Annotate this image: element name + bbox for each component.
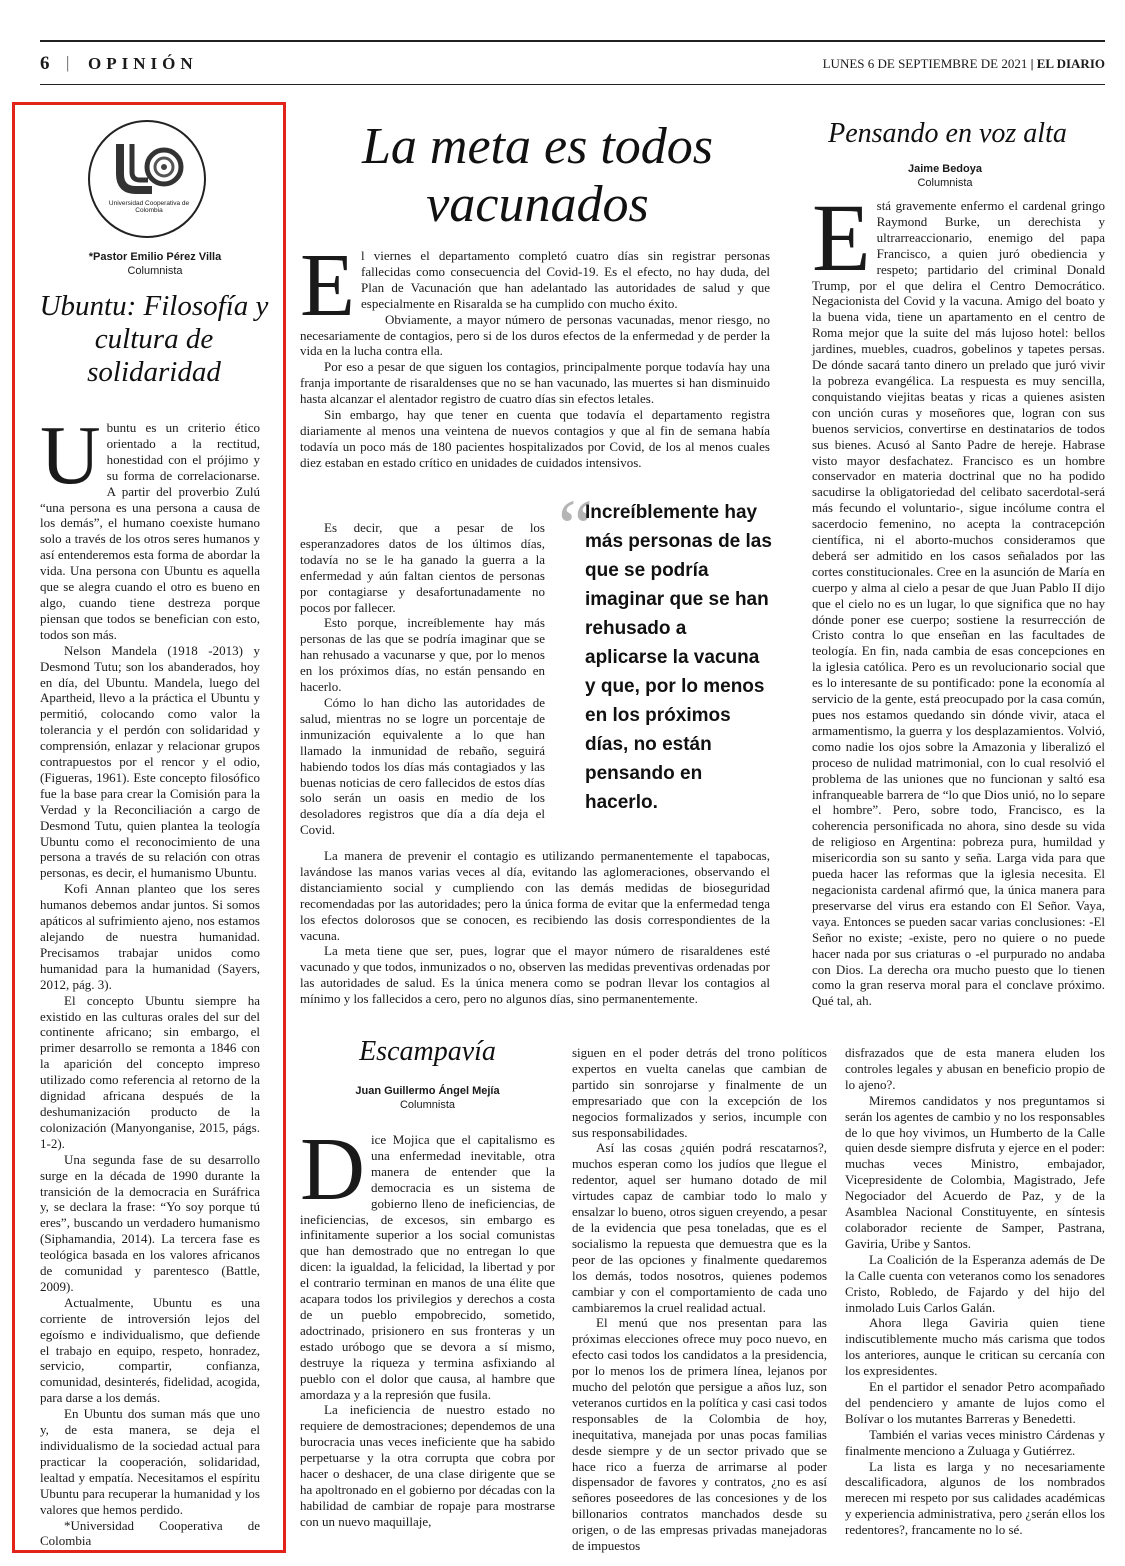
universidad-cooperativa-logo-icon [90,122,204,236]
paragraph: Kofi Annan planteo que los seres humanos debemos andar juntos. Si somos apáticos al sufrimiento ajeno, nos estamos alejando de nuestra humanidad. Precisamos trabajar unidos como humanidad para la humanidad (Sayers, 2012, pág. 3). [40,881,260,992]
paragraph: En Ubuntu dos suman más que uno y, de esta manera, se deja el individualismo de la sociedad actual para practicar la cooperación, solidaridad, lealtad y empatía. Necesitamos el espíritu Ubuntu para recuperar la humanidad y los valores que hemos perdido. [40,1406,260,1517]
paragraph: La ineficiencia de nuestro estado no requiere de demostraciones; dependemos de una burocracia unas veces ineficiente que ha sabido perpetuarse y la otra corrupta que cobra por hacer o deshacer, de una clase dirigente que se ha apoltronado en el gobierno por décadas con la habilidad de cambiar de ropaje para mostrarse con un nuevo maquillaje, [300,1402,555,1529]
dropcap: E [812,184,871,291]
editorial-title: La meta es todos vacunados [362,118,713,233]
bottom-article-title: Escampavía [359,1036,496,1067]
paragraph: En el partidor el senador Petro acompañado del pendenciero y amante de lujos como el Bolívar o los mutantes Barreras y Benedetti. [845,1379,1105,1426]
paragraph: disfrazados que de esta manera eluden los controles legales y abusan en beneficio propio de lo ajeno?. [845,1045,1105,1092]
right-author: Jaime Bedoya [908,163,982,175]
paragraph: También el varias veces ministro Cárdenas y finalmente menciono a Zuluaga y Gutiérrez. [845,1426,1105,1458]
university-logo [88,120,206,238]
paragraph: *Universidad Cooperativa de Colombia [40,1517,260,1549]
dropcap: U [40,409,101,502]
paragraph: Está gravemente enfermo el cardenal gringo Raymond Burke, un derechista y ultrarreaccionario, enemigo del papa Francisco, a quien juró obediencia y respeto; partidario del criminal Donald Trump, por el que delira el Centro Democrático. Negacionista del Covid y la vacuna. Amigo del boato y la buena vida, tiene un apartamento en el centro de Roma mejor que la suite del más lujoso hotel: bellos jardines, muebles, cuadros, gobelinos y tapetes persas. De dónde sacará tanto dinero un prelado que juró vivir la pobreza evangélica. La respuesta es muy sencilla, conquistando viejitas beatas y ricas a quienes asisten con unción curas y moseñores que, logran con sus buenos servicios, convertirse en destinatarios de todos sus bienes. Acusó al Santo Padre de hereje. Habrase visto mayor desfachatez. Francisco es un hombre conservador en materia doctrinal que no ha podido sacudirse la obligatoriedad del celibato sacerdotal-será más fecundo el voluntario-, sigue incólume contra el sacerdocio femenino, no acepta la contracepción científica, ni el aborto-muchos consideramos que deberá ser admitido en los casos señalados por las cortes constitucionales. Cree en la asunción de María en cuerpo y alma al cielo a pesar de que Juan Pablo II dijo que el cielo no es un lugar, lo que significa que no hay dónde poner ese cuerpo; sostiene la resurrección de Cristo contra lo que enseñan en las facultades de teología. En fin, nada cambia de esas concepciones en la iglesia católica. Pero es un revolucionario social que es lo interesante de su pontificado: pone la economía al servicio de la gente, está preocupado por la casa común, pues nos estamos quedando sin dónde vivir, ataca el armamentismo, la guerra y los desplazamientos. Volvió, como nadie los ojos sobre la Amazonia y liberalizó el proceso de nulidad matrimonial, con lo cual resolvió el problema de las uniones que no funcionan y saltó esa infranqueable barrera de “lo que Dios unió, no lo separe el hombre”. Pero, sobre todo, Francisco, es la coherencia personificada no ahora, sino desde su vida de religioso en Argentina: pobreza pura, humildad y misericordia son su santo y seña. Larga vida para que pueda hacer las reformas que la iglesia necesita. El negacionista cardenal afirmó que, la única manera para preservarse del virus era estando con El Señor. Vaya, vaya. Entonces se pueden sacar varias conclusiones: -El Señor no existe; -existe, pero no quiere o no puede hacer nada por sus criaturas o -el purpurado no andaba con Dios. La derecha ora mucho puesto que lo tienen como la gran reserva moral para el conclave próximo. Qué tal, ah. [812,184,1105,1009]
paragraph: El viernes el departamento completó cuatro días sin registrar personas fallecidas como consecuencia del Covid-19. Es el efecto, no hay duda, del Plan de Vacunación que han adelantado las autoridades de salud y que especialmente en Risaralda se ha cumplido con mucho éxito. [300,236,770,335]
newspaper-name: | EL DIARIO [1030,56,1105,71]
editorial-narrow-column [300,520,545,838]
paragraph: Ahora llega Gaviria quien tiene indiscutiblemente mucho más carisma que todos los anteriores, aunque le critican su cercanía con los expresidentes. [845,1315,1105,1379]
paragraph: La manera de prevenir el contagio es utilizando permanentemente el tapabocas, lavándose las manos varias veces al día, evitando las aglomeraciones, observando el distanciamiento social y cumpliendo con las demás medidas de bioseguridad recomendadas por las autoridades; pero la única forma de evitar que la enfermedad tenga los efectos dolorosos que se conocen, es recibiendo las dosis correspondientes de la vacuna. [300,848,770,943]
paragraph: El menú que nos presentan para las próximas elecciones ofrece muy poco nuevo, en efecto casi todos los candidatos a la presidencia, por lo menos los de primera línea, lejanos por mucho del pelotón que persigue a años luz, son veteranos curtidos en la política y casi casi todos responsables de la Colombia de hoy, inequitativa, manejada por unas pocas familias desde siempre y de un sector privado que se hace rico a fuerza de arrimarse al poder dispensador de favores y contratos, ¿no es así señores poseedores de las concesiones y de los billonarios contratos manchados desde su origen, o de las empresas privadas manejadoras de impuestos [572,1315,827,1554]
paragraph: La lista es larga y no necesariamente descalificadora, algunos de los nombrados merecen mi respeto por sus calidades académicas y experiencia administrativa, pero ¿serán ellos los redentores?, francamente no lo sé. [845,1458,1105,1538]
paragraph: Una segunda fase de su desarrollo surge en la década de 1990 durante la transición de la democracia en Suráfrica y, se declara la frase: “Yo soy porque tú eres”, buscando un verdadero humanismo (Siphamandia, 2014). La tercera fase es teológica basada en los valores africanos de comunidad y parentesco (Battle, 2009). [40,1151,260,1294]
left-author: *Pastor Emilio Pérez Villa [88,251,222,263]
bottom-col-3 [845,1045,1105,1538]
section-name: OPINIÓN [88,54,198,73]
dateline [823,56,1105,72]
bottom-author: Juan Guillermo Ángel Mejía [355,1085,500,1097]
paragraph: Miremos candidatos y nos preguntamos si serán los agentes de cambio y no los responsables de lo que hoy vivimos, un Humberto de la Calle quien desde siempre disfruta y ejerce en el poder: muchas veces Ministro, embajador, Vicepresidente de Colombia, Magistrado, Jefe Negociador del Acuerdo de Paz, y de la Asamblea Nacional Constituyente, en síntesis colaborador reciente de Samper, Pastrana, Gaviria, Uribe y Santos. [845,1092,1105,1251]
quote-mark-icon: “ [558,483,593,570]
logo-text: Universidad Cooperativa de Colombia [108,200,190,214]
top-rule [40,40,1105,42]
editorial-closing [300,848,770,1007]
paragraph: Dice Mojica que el capitalismo es una enfermedad inevitable, otra manera de entender que la democracia es un sistema de gobierno lleno de ineficiencias, de ineficiencias, de excesos, sin embargo es infinitamente superior a los social comunistas que han demostrado que no entregan lo que dicen: la igualdad, la felicidad, la libertad y por el contrario terminan en manos de una élite que acapara todos los privilegios y derechos a costa de un pueblo empobrecido, sometido, adoctrinado, prisionero en sus fronteras y un estado uróbogo que se devora a sí mismo, destruye la riqueza y termina asfixiando al pueblo con el dolor que causa, al hambre que amordaza y a la represión que fusila. [300,1120,555,1402]
paragraph: Actualmente, Ubuntu es una corriente de introversión lejos del egoísmo e individualismo, que defiende el trabajo en equipo, respeto, honradez, servicio, compartir, confianza, comunidad, desinterés, fidelidad, acogida, para darse a los demás. [40,1294,260,1406]
paragraph: Sin embargo, hay que tener en cuenta que todavía el departamento registra diariamente al menos una veintena de nuevos contagios y que al fin de semana había todavía un poco más de 180 pacientes hospitalizados por Covid, de los al menos cuales diez estaban en estado crítico en unidades de cuidados intensivos. [300,407,770,470]
right-article-body [812,184,1105,1009]
page-number: 6 [40,53,50,74]
left-article-title: Ubuntu: Filosofía y cultura de solidaridad [39,290,269,388]
paragraph: Ubuntu es un criterio ético orientado a la rectitud, honestidad con el prójimo y su forma de correlacionarse. A partir del proverbio Zulú “una persona es una persona a causa de los demás”, el humano coexiste humano solo a través de los otros seres humanos y así entenderemos esta forma de abordar la vida. Una persona con Ubuntu es aquella que se alegra cuando el otro es bueno en algo, cuando tiene destreza porque piensan que todos se benefician con esto, todos son más. [40,409,260,642]
left-byline [40,250,270,278]
pullquote-text: Increíblemente hay más personas de las que se podría imaginar que se han rehusado a aplicarse la vacuna y que, por lo menos en los próximos días, no están pensando en hacerlo. [585,502,772,813]
header-rule [40,84,1105,85]
paragraph: La meta tiene que ser, pues, lograr que el mayor número de risaraldenes esté vacunado y que todos, inmunizados o no, observen las medidas preventivas ordenadas por las autoridades de salud. Es la única menera como se podran llevar los contagios al mínimo y los fallecidos a cero, pero no algunos días, sino permanentemente. [300,943,770,1007]
bottom-role: Columnista [399,1099,456,1111]
paragraph: Obviamente, a mayor número de personas vacunadas, menor riesgo, no necesariamente de contagios, pero si de los duros efectos de la enfermedad y de perder la vida en la lucha contra ella. [300,311,770,359]
paragraph: Nelson Mandela (1918 -2013) y Desmond Tutu; son los abanderados, hoy en día, del Ubuntu. Mandela, luego del Apartheid, llevo a la práctica el Ubuntu y permitió, colocando como valor la tolerancia y el perdón con solidaridad y comprensión, enlazar y relacionar grupos contrapuestos por el rencor y el odio, (Figueras, 1961). Este concepto filosófico fue la base para crear la Comisión para la Verdad y la Reconciliación a cargo de Desmond Tutu, quien plantea la teología Ubuntu como el reconocimiento de una persona a través de su relación con otras personas, es decir, el humanismo Ubuntu. [40,642,260,881]
paragraph: siguen en el poder detrás del trono políticos expertos en vuelta canelas que cambian de partido sin sonrojarse y finalmente de un empresariado que con la excepción de los negocios formalizados y serios, incumple con sus responsabilidades. [572,1045,827,1140]
editorial-intro [300,236,770,471]
left-article-body [40,409,260,1549]
dropcap: D [300,1120,365,1219]
paragraph: Es decir, que a pesar de los esperanzadores datos de los últimos días, todavía no se le ha ganado la guerra a la enfermedad y aún faltan cientos de personas por contagiarse y desafortunadamente no pocos por fallecer. [300,520,545,615]
bottom-col-2 [572,1045,827,1554]
paragraph: El concepto Ubuntu siempre ha existido en las culturas orales del sur del continente africano; sin embargo, el primer desarrollo se remonta a 1846 con la aparición del concepto impreso utilizado como referencia al retorno de la dignidad africana después de la deshumanización producto de la colonización (Manyonganise, 2015, págs. 1-2). [40,992,260,1151]
paragraph: Esto porque, increíblemente hay más personas de las que se podría imaginar que se han rehusado a vacunarse y que, por lo menos en los próximos días, no están pensando en hacerlo. [300,615,545,695]
date: LUNES 6 DE SEPTIEMBRE DE 2021 [822,56,1028,71]
paragraph: Cómo lo han dicho las autoridades de salud, mientras no se logre un porcentaje de inmunización equivalente a lo que han llamado la inmunidad de rebaño, seguirá habiendo todos los días más contagiados y las buenas noticias de cero fallecidos de estos días solo serán un oasis en medio de los desoladores registros que día a día deja el Covid. [300,694,545,838]
bottom-byline [300,1084,555,1112]
left-role: Columnista [127,265,183,277]
header-separator: | [66,53,70,72]
paragraph: La Coalición de la Esperanza además de De la Calle cuenta con veteranos como los senadores Cristo, Robledo, de Fajardo y del hijo del inmolado Luis Carlos Galán. [845,1251,1105,1315]
dropcap: E [300,236,355,335]
right-column-title: Pensando en voz alta [828,118,1067,149]
right-role: Columnista [917,177,973,189]
bottom-col-1 [300,1120,555,1530]
paragraph: Así las cosas ¿quién podrá rescatarnos?, muchos esperan como los judíos que llegue el redentor, aquel ser humano dotado de mil virtudes capaz de cambiar todo lo malo y ensalzar lo bueno, otros siguen creyendo, a pesar de la evidencia que pesa toneladas, que es el socialismo la repuesta que demuestra que es la peor de las opciones y finalmente quedaremos los demás, todos nosotros, quienes podemos cambiar y con el comportamiento de cada uno cambiaremos la cruel realidad actual. [572,1140,827,1315]
paragraph: Por eso a pesar de que siguen los contagios, principalmente porque todavía hay una franja importante de risaraldenses que no se han vacunado, las muertes si han disminuido hasta alcanzar el alentador registro de cuatro días sin efectos letales. [300,359,770,407]
